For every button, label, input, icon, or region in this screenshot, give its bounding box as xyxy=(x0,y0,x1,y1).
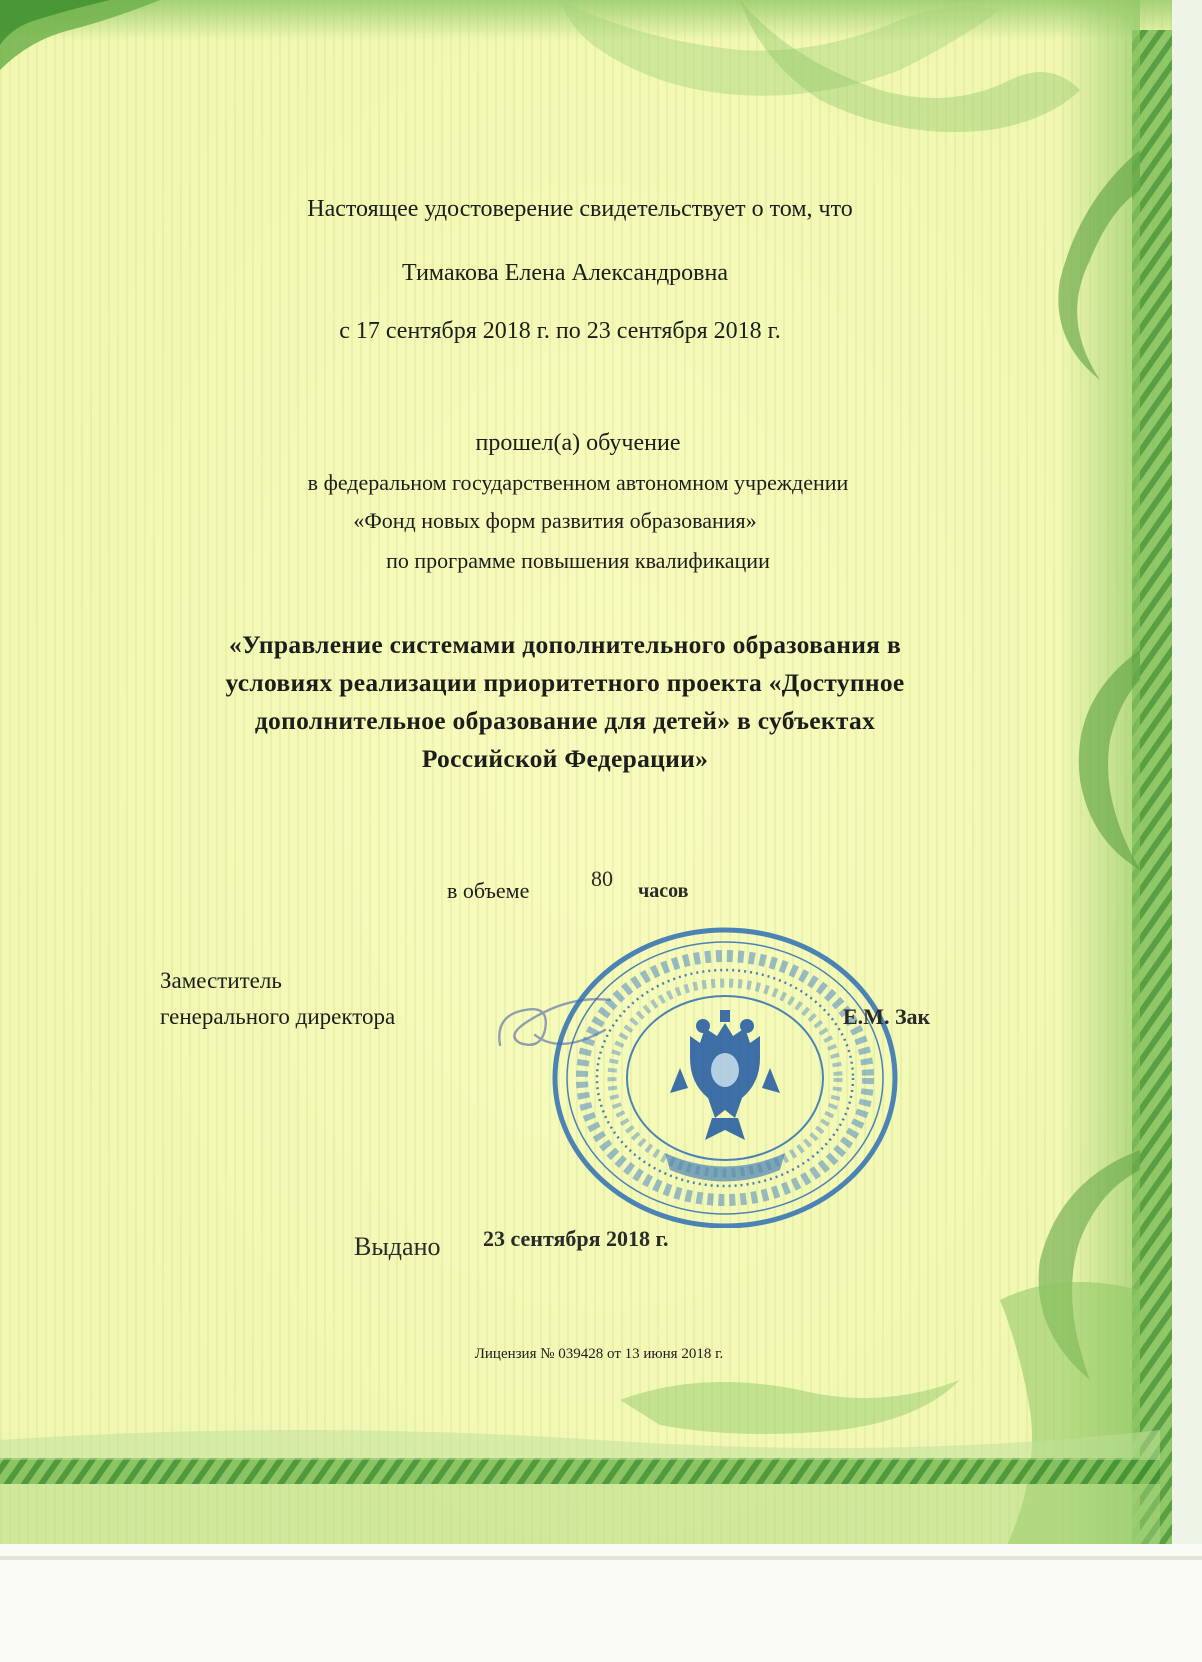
issued-date: 23 сентября 2018 г. xyxy=(483,1226,669,1251)
program-title xyxy=(140,626,990,778)
institution-type: в федеральном государственном автономном учреждении xyxy=(307,470,849,495)
program-title-line: «Управление системами дополнительного образования в xyxy=(228,630,902,659)
program-title-line: дополнительное образование для детей» в субъектах xyxy=(254,706,876,735)
recipient-name: Тимакова Елена Александровна xyxy=(402,260,728,286)
volume-hours-value: 80 xyxy=(591,866,613,891)
license-info: Лицензия № 039428 от 13 июня 2018 г. xyxy=(474,1346,724,1362)
program-title-line: Российской Федерации» xyxy=(421,744,709,773)
signatory-position-line1: Заместитель xyxy=(160,968,282,993)
training-period: с 17 сентября 2018 г. по 23 сентября 2018 г. xyxy=(339,318,781,344)
intro-statement: Настоящее удостоверение свидетельствует о том, что xyxy=(307,196,853,222)
issued-label: Выдано xyxy=(354,1232,441,1261)
institution-name: «Фонд новых форм развития образования» xyxy=(353,508,757,533)
volume-label: в объеме xyxy=(447,878,530,903)
volume-unit: часов xyxy=(638,880,689,902)
program-type: по программе повышения квалификации xyxy=(386,548,770,573)
signatory-position-line2: генерального директора xyxy=(160,1004,396,1029)
program-title-line: условиях реализации приоритетного проекта «Доступное xyxy=(225,668,905,697)
signatory-name: Е.М. Зак xyxy=(843,1004,931,1029)
official-seal-stamp xyxy=(540,918,910,1228)
trained-statement: прошел(а) обучение xyxy=(475,430,681,456)
